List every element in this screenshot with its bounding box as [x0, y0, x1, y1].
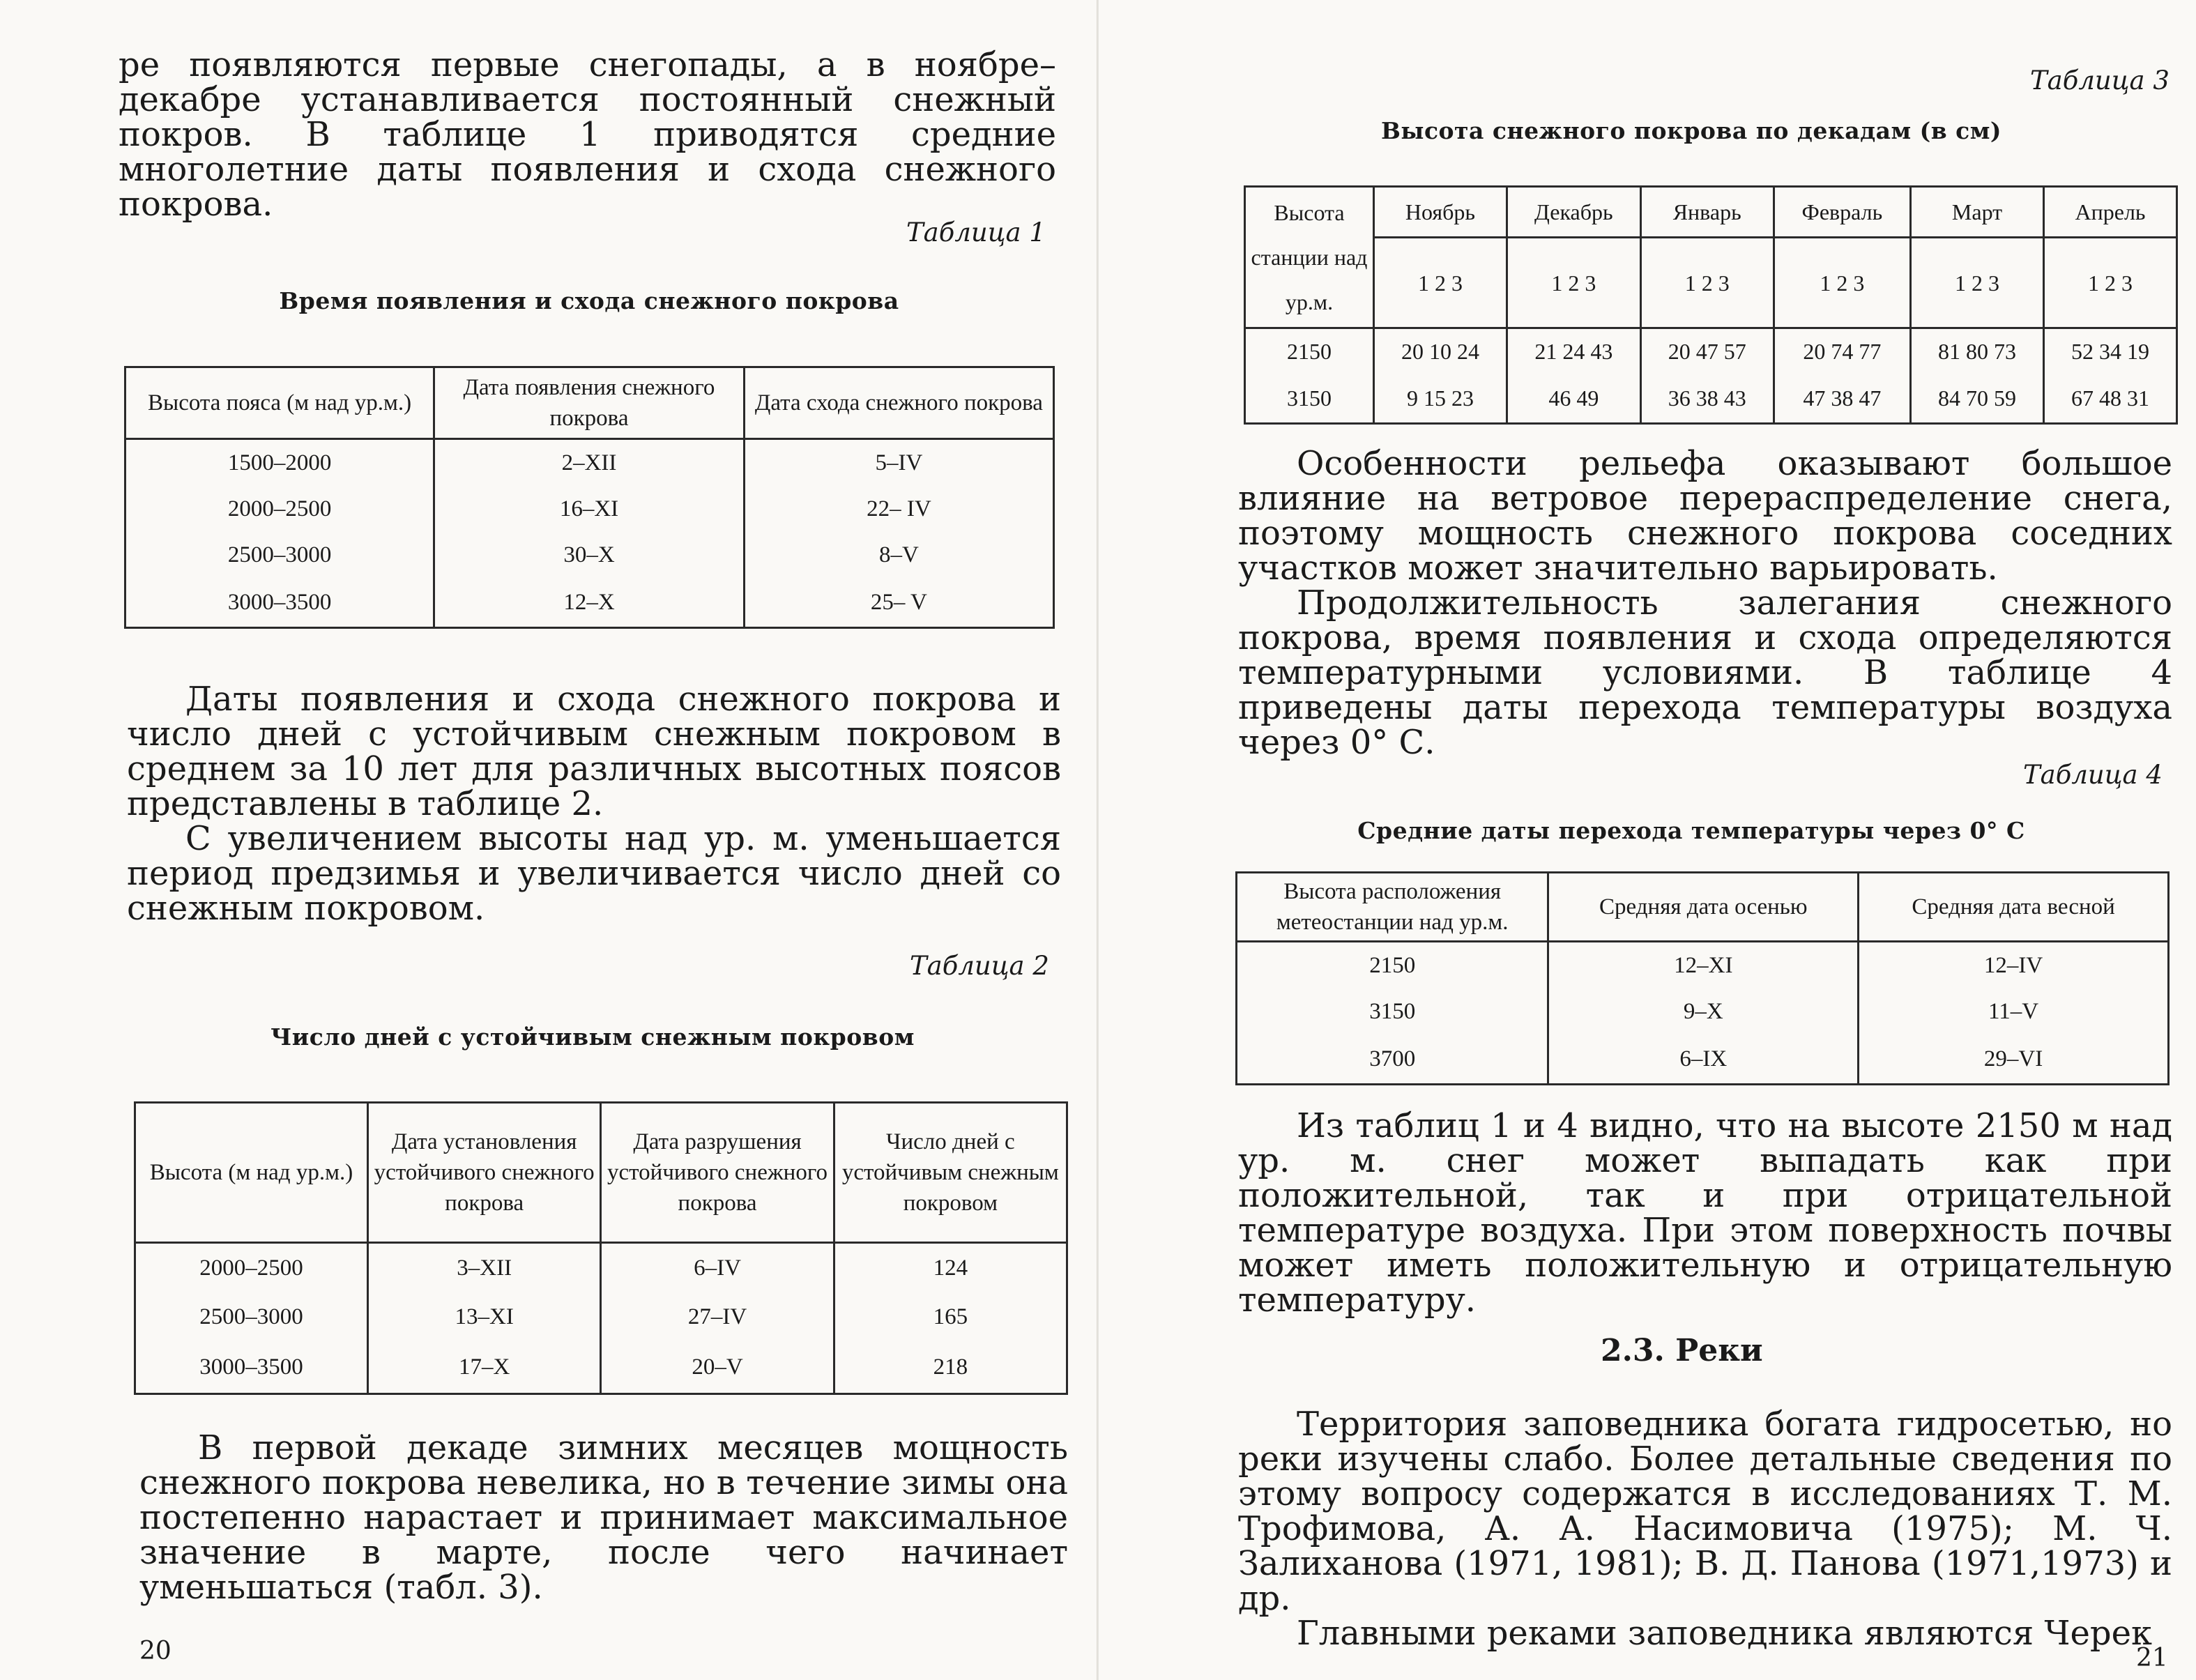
table1-cell: 2–XII	[434, 439, 745, 487]
table3-decades: 1 2 3	[1774, 238, 1910, 328]
table3-cell: 81 80 73	[1911, 328, 2044, 374]
table2-cell: 3000–3500	[135, 1341, 368, 1394]
table2-cell: 2500–3000	[135, 1292, 368, 1341]
table3-month: Январь	[1640, 187, 1774, 238]
table2-cell: 6–IV	[601, 1243, 834, 1293]
table3-title: Высота снежного покрова по декадам (в см)	[1380, 117, 2002, 144]
table2-header: Число дней с устойчивым снежным покровом	[834, 1103, 1067, 1243]
table4-cell: 2150	[1237, 942, 1548, 989]
table3-month: Февраль	[1774, 187, 1910, 238]
table3-cell: 20 10 24	[1374, 328, 1507, 374]
table3-decades: 1 2 3	[1911, 238, 2044, 328]
table4-cell: 3700	[1237, 1034, 1548, 1085]
table1-cell: 8–V	[744, 532, 1053, 578]
table2-cell: 218	[834, 1341, 1067, 1394]
left-page	[0, 0, 1097, 1680]
table2-cell: 124	[834, 1243, 1067, 1293]
table2-caption: Таблица 2	[910, 951, 1049, 981]
table3-cell: 47 38 47	[1774, 374, 1910, 424]
table3-cell: 46 49	[1507, 374, 1640, 424]
table2-header: Дата разрушения устойчивого снежного покрова	[601, 1103, 834, 1243]
table2-cell: 2000–2500	[135, 1243, 368, 1293]
table4-title: Средние даты перехода температуры через 0° С	[1357, 817, 2025, 844]
table4-cell: 11–V	[1859, 988, 2169, 1034]
table4-cell: 9–X	[1548, 988, 1859, 1034]
table1-cell: 2000–2500	[125, 486, 434, 532]
table4-cell: 6–IX	[1548, 1034, 1859, 1085]
table2	[134, 1101, 1068, 1395]
table2-header: Высота (м над ур.м.)	[135, 1103, 368, 1243]
table4-cell: 12–XI	[1548, 942, 1859, 989]
table2-header: Дата установления устойчивого снежного покрова	[367, 1103, 600, 1243]
right-paragraph-3: Из таблиц 1 и 4 видно, что на высоте 2150 м над ур. м. снег может выпадать как при положительной, так и при отрицательной температуре воздуха. При этом поверхность почвы может иметь положительную и отрицательную температуру.	[1238, 1106, 2172, 1320]
table3-month: Ноябрь	[1374, 187, 1507, 238]
table1-caption: Таблица 1	[906, 217, 1046, 247]
table4-caption: Таблица 4	[2023, 760, 2163, 790]
table1-cell: 12–X	[434, 578, 745, 628]
table3-cell: 67 48 31	[2044, 374, 2177, 424]
table1-header: Дата схода снежного покрова	[744, 367, 1053, 439]
table3-cell: 20 47 57	[1640, 328, 1774, 374]
table3-month: Декабрь	[1507, 187, 1640, 238]
table3-station: 2150	[1245, 328, 1374, 374]
table3-cell: 36 38 43	[1640, 374, 1774, 424]
right-paragraphs-1: Особенности рельефа оказывают большое влияние на ветровое перераспределение снега, поэтому мощность снежного покрова соседних участков может значительно варьировать. Продолжительность залегания снежного покрова, время появления и схода определяются температурными условиями. В таблице 4 приведены даты перехода температуры воздуха через 0° С.	[1238, 444, 2172, 762]
table4-header: Средняя дата осенью	[1548, 873, 1859, 942]
table3-decades: 1 2 3	[1374, 238, 1507, 328]
table1-cell: 16–XI	[434, 486, 745, 532]
table3	[1244, 185, 2178, 425]
table4-cell: 12–IV	[1859, 942, 2169, 989]
right-paragraph-4: Территория заповедника богата гидросетью, но реки изучены слабо. Более детальные сведения по этому вопросу содержатся в исследованиях Т. М. Трофимова, А. А. Насимовича (1975); М. Ч. Залиханова (1971, 1981); В. Д. Панова (1971,1973) и др. Главными реками заповедника являются Черек	[1238, 1405, 2172, 1653]
table1	[124, 366, 1055, 629]
table2-cell: 3–XII	[367, 1243, 600, 1293]
table4-header: Средняя дата весной	[1859, 873, 2169, 942]
table3-month: Март	[1911, 187, 2044, 238]
table3-corner-header: Высота станции над ур.м.	[1245, 187, 1374, 328]
table3-cell: 20 74 77	[1774, 328, 1910, 374]
table1-cell: 30–X	[434, 532, 745, 578]
table3-decades: 1 2 3	[1640, 238, 1774, 328]
table2-cell: 27–IV	[601, 1292, 834, 1341]
table3-caption: Таблица 3	[2030, 66, 2170, 96]
table2-cell: 13–XI	[367, 1292, 600, 1341]
section-title: 2.3. Реки	[1601, 1333, 1763, 1368]
table1-cell: 1500–2000	[125, 439, 434, 487]
table1-cell: 22– IV	[744, 486, 1053, 532]
table3-month: Апрель	[2044, 187, 2177, 238]
table1-title: Время появления и схода снежного покрова	[279, 287, 899, 314]
table1-header: Дата появления снежного покрова	[434, 367, 745, 439]
table2-cell: 20–V	[601, 1341, 834, 1394]
page-number-right: 21	[2136, 1644, 2168, 1672]
table2-cell: 165	[834, 1292, 1067, 1341]
table1-cell: 5–IV	[744, 439, 1053, 487]
right-page	[1099, 0, 2196, 1680]
table1-header: Высота пояса (м над ур.м.)	[125, 367, 434, 439]
intro-paragraph: ре появляются первые снегопады, а в ноябре–декабре устанавливается постоянный снежный покров. В таблице 1 приводятся средние многолетние даты появления и схода снежного покрова.	[119, 45, 1056, 224]
table3-decades: 1 2 3	[1507, 238, 1640, 328]
table4-header: Высота расположения метеостанции над ур.м.	[1237, 873, 1548, 942]
table3-cell: 52 34 19	[2044, 328, 2177, 374]
table3-decades: 1 2 3	[2044, 238, 2177, 328]
table2-cell: 17–X	[367, 1341, 600, 1394]
table3-station: 3150	[1245, 374, 1374, 424]
table1-cell: 3000–3500	[125, 578, 434, 628]
table4-cell: 3150	[1237, 988, 1548, 1034]
table3-cell: 9 15 23	[1374, 374, 1507, 424]
paragraph-4: В первой декаде зимних месяцев мощность снежного покрова невелика, но в течение зимы она постепенно нарастает и принимает максимальное значение в марте, после чего начинает уменьшаться (табл. 3).	[139, 1428, 1068, 1607]
table3-cell: 21 24 43	[1507, 328, 1640, 374]
table1-cell: 2500–3000	[125, 532, 434, 578]
table4	[1235, 871, 2170, 1085]
table1-cell: 25– V	[744, 578, 1053, 628]
table4-cell: 29–VI	[1859, 1034, 2169, 1085]
page-number-left: 20	[139, 1637, 171, 1665]
table3-cell: 84 70 59	[1911, 374, 2044, 424]
table2-title: Число дней с устойчивым снежным покровом	[270, 1023, 915, 1051]
paragraph-2: Даты появления и схода снежного покрова и число дней с устойчивым снежным покровом в среднем за 10 лет для различных высотных поясов представлены в таблице 2. С увеличением высоты над ур. м. уменьшается период предзимья и увеличивается число дней со снежным покровом.	[127, 680, 1061, 928]
